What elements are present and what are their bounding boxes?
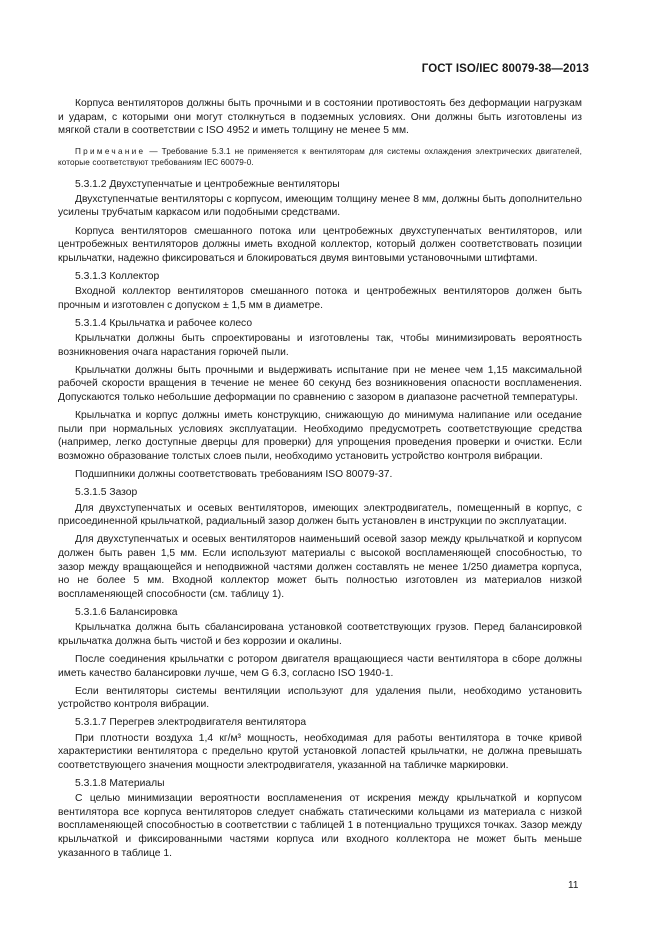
paragraph: Крыльчатки должны быть спроектированы и изготовлены так, чтобы минимизировать вероятность возникновения очага нарастания горючей пыли. [58, 333, 582, 358]
paragraph: Корпуса вентиляторов смешанного потока или центробежных двухступенчатых вентиляторов, или центробежных вентиляторов должны иметь входной коллектор, который должен соответствовать позиции крыльчатки, надежно фиксироваться и блокироваться двумя винтовыми установочными штифтами. [58, 225, 582, 264]
paragraph: Крыльчатка и корпус должны иметь конструкцию, снижающую до минимума налипание или оседание пыли при нормальных условиях эксплуатации. Необходимо предусмотреть соответствующие средства (например, легко доступные дверцы для проверки) для упрощения проведения проверки и очистки. Если возможно образование толстых слоев пыли, необходимо установить устройство контроля вибрации. [58, 410, 582, 463]
section-heading: 5.3.1.5 Зазор [75, 487, 138, 499]
paragraph: Крыльчатка должна быть сбалансирована установкой соответствующих грузов. Перед балансировкой крыльчатка должна быть чистой и без коррозии и окалины. [58, 622, 582, 647]
paragraph: Корпуса вентиляторов должны быть прочными и в состоянии противостоять без деформации нагрузкам и ударам, с которыми они могут столкнуться в подземных условиях. Они должны быть изготовлены из мягкой стали в соответствии с ISO 4952 и иметь толщину не менее 5 мм. [58, 98, 582, 137]
section-heading: 5.3.1.3 Коллектор [75, 270, 160, 282]
paragraph: Если вентиляторы системы вентиляции используют для удаления пыли, необходимо установить устройство контроля вибрации. [58, 685, 582, 711]
note-label: Примечание [75, 146, 146, 156]
document-body [58, 97, 582, 865]
section-heading: 5.3.1.2 Двухступенчатые и центробежные вентиляторы [75, 178, 340, 190]
paragraph: Крыльчатки должны быть прочными и выдерживать испытание при не менее чем 1,15 максимальной рабочей скорости вращения в течение не менее 60 секунд без возникновения опасности воспламенения. Допускаются только небольшие деформации по сравнению с зазором в диапазоне расчетной температуры. [58, 364, 582, 404]
paragraph: Двухступенчатые вентиляторы с корпусом, имеющим толщину менее 8 мм, должны быть дополнительно усилены трубчатым каркасом или подобными средствами. [58, 193, 582, 219]
paragraph: Для двухступенчатых и осевых вентиляторов наименьший осевой зазор между крыльчаткой и корпусом должен быть равен 1,5 мм. Если используют материалы с высокой воспламеняющей способностью, то зазор между вращающейся и неподвижной частями должен составлять не менее 1/250 диаметра корпуса, но не более 5 мм. Входной коллектор может быть полностью изготовлен из материалов низкой воспламеняющей способности (см. таблицу 1). [58, 534, 582, 600]
section-heading: 5.3.1.6 Балансировка [75, 606, 178, 618]
section-heading: 5.3.1.4 Крыльчатка и рабочее колесо [75, 317, 253, 329]
paragraph: При плотности воздуха 1,4 кг/м³ мощность, необходимая для работы вентилятора в точке кривой характеристики вентилятора с предельно крутой установкой лопастей крыльчатки, не должна превышать соответствующего значения мощности электродвигателя, указанной на табличке маркировки. [58, 732, 582, 771]
paragraph: С целью минимизации вероятности воспламенения от искрения между крыльчаткой и корпусом вентилятора все корпуса вентиляторов следует снабжать статическими кольцами из материала с низкой воспламеняющей способностью в соответствии с таблицей 1 в потенциально трущихся точках. Зазор между крыльчаткой и фиксированными частями корпуса или входного коллектора не может быть меньше указанного в таблице 1. [58, 793, 582, 859]
paragraph: Входной коллектор вентиляторов смешанного потока и центробежных вентиляторов должен быть прочным и изготовлен с допуском ± 1,5 мм в диаметре. [58, 286, 582, 311]
paragraph: Подшипники должны соответствовать требованиям ISO 80079-37. [75, 469, 393, 481]
paragraph: Для двухступенчатых и осевых вентиляторов, имеющих электродвигатель, помещенный в корпус, с присоединенной крыльчаткой, радиальный зазор должен быть установлен в инструкции по эксплуатации. [58, 502, 582, 528]
standard-designation: ГОСТ ISO/IEC 80079-38—2013 [421, 63, 589, 75]
note-text: — Требование 5.3.1 не применяется к вентиляторам для системы охлаждения электрических двигателей, которые соответствуют требованиям IEC 60079-0. [58, 146, 582, 168]
paragraph: После соединения крыльчатки с ротором двигателя вращающиеся части вентилятора в сборе должны иметь качество балансировки лучше, чем G 6.3, согласно ISO 1940-1. [58, 653, 582, 679]
page-number: 11 [568, 880, 579, 891]
section-heading: 5.3.1.7 Перегрев электродвигателя вентилятора [75, 717, 307, 729]
section-heading: 5.3.1.8 Материалы [75, 778, 165, 790]
note-paragraph [58, 146, 582, 169]
